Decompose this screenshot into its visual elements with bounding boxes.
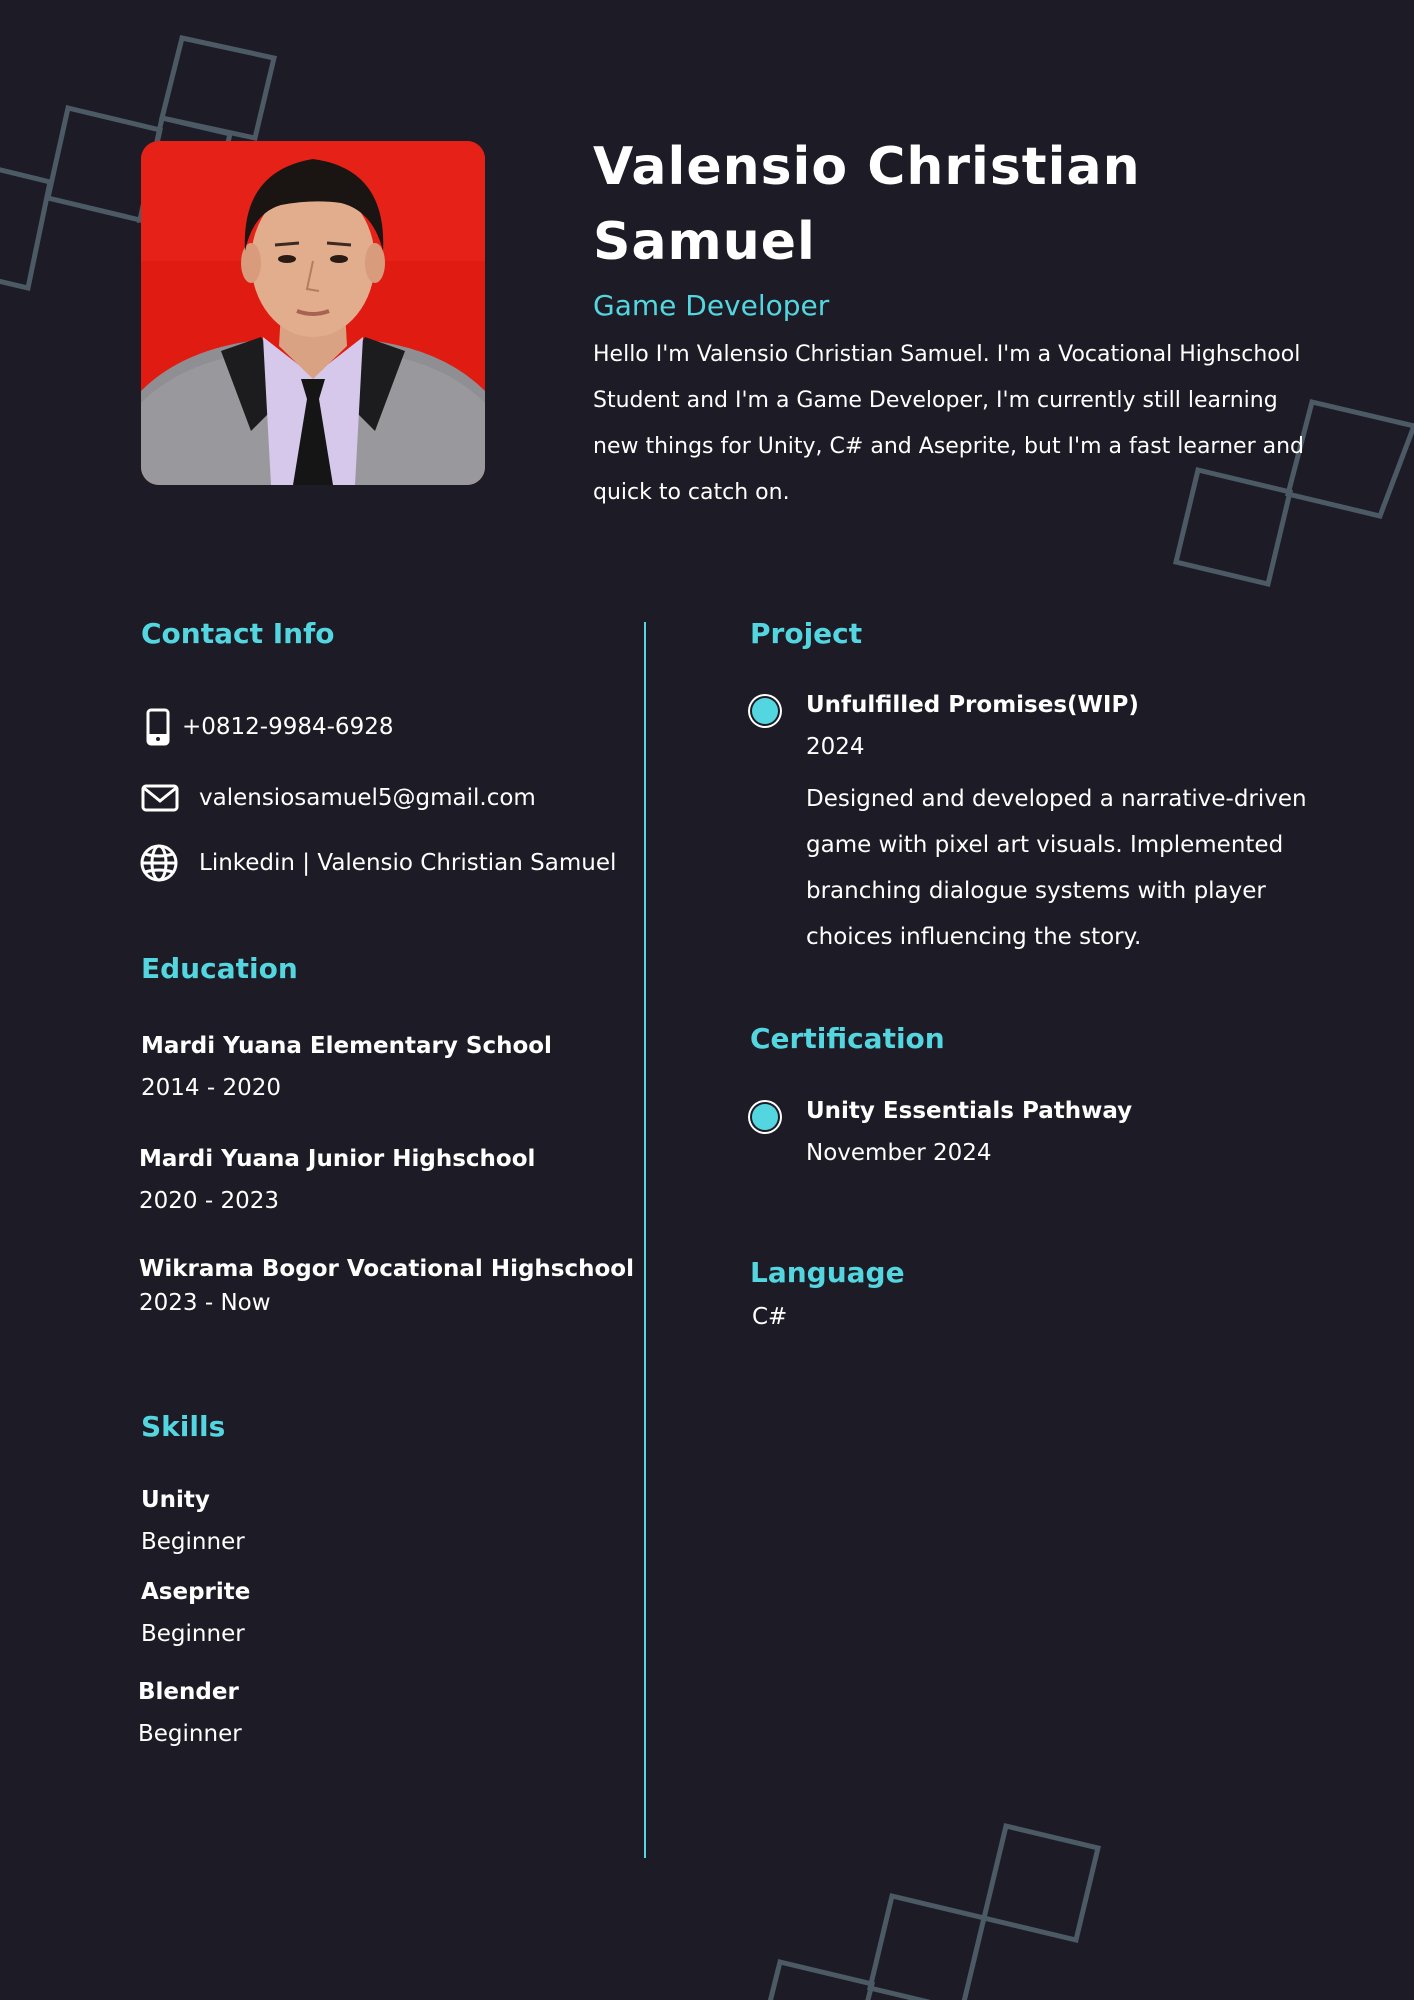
linkedin-row — [139, 843, 616, 883]
certification-date: November 2024 — [806, 1140, 992, 1166]
skill-level: Beginner — [141, 1621, 245, 1647]
project-title: Unfulfilled Promises(WIP) — [806, 692, 1139, 718]
education-years: 2014 - 2020 — [141, 1075, 281, 1101]
profile-photo — [141, 141, 485, 485]
person-name: Valensio Christian Samuel — [593, 137, 1141, 272]
phone-number[interactable]: +0812-9984-6928 — [182, 714, 394, 740]
skills-heading: Skills — [141, 1410, 226, 1443]
skill-level: Beginner — [141, 1529, 245, 1555]
project-description: Designed and developed a narrative-driven game with pixel art visuals. Implemented branching dialogue systems with player choices influencing the story. — [806, 786, 1307, 950]
email-address[interactable]: valensiosamuel5@gmail.com — [199, 785, 536, 811]
bullet-icon — [752, 698, 778, 724]
mail-icon — [141, 784, 179, 812]
certification-heading: Certification — [750, 1022, 945, 1055]
phone-icon — [146, 708, 170, 746]
skill-name: Aseprite — [141, 1579, 251, 1605]
education-school: Mardi Yuana Junior Highschool — [139, 1146, 536, 1172]
bio-text: Hello I'm Valensio Christian Samuel. I'm a Vocational Highschool Student and I'm a Game Developer, I'm currently still learning new things for Unity, C# and Aseprite, but I'm a fast learner and quick to catch on. — [593, 342, 1304, 505]
certification-title: Unity Essentials Pathway — [806, 1098, 1133, 1124]
globe-icon — [139, 843, 179, 883]
column-divider — [644, 622, 646, 1858]
skill-name: Unity — [141, 1487, 210, 1513]
bullet-icon — [752, 1104, 778, 1130]
education-school: Wikrama Bogor Vocational Highschool — [139, 1256, 634, 1282]
project-heading: Project — [750, 617, 863, 650]
education-school: Mardi Yuana Elementary School — [141, 1033, 552, 1059]
skill-level: Beginner — [138, 1721, 242, 1747]
project-year: 2024 — [806, 734, 865, 760]
email-row — [141, 784, 536, 812]
language-heading: Language — [750, 1256, 905, 1289]
linkedin-link[interactable]: Linkedin | Valensio Christian Samuel — [199, 850, 617, 876]
education-years: 2020 - 2023 — [139, 1188, 279, 1214]
phone-row — [146, 708, 393, 746]
language-value: C# — [752, 1304, 788, 1330]
job-title: Game Developer — [593, 289, 830, 322]
contact-heading: Contact Info — [141, 617, 335, 650]
skill-name: Blender — [138, 1679, 239, 1705]
education-years: 2023 - Now — [139, 1290, 271, 1316]
education-heading: Education — [141, 952, 298, 985]
